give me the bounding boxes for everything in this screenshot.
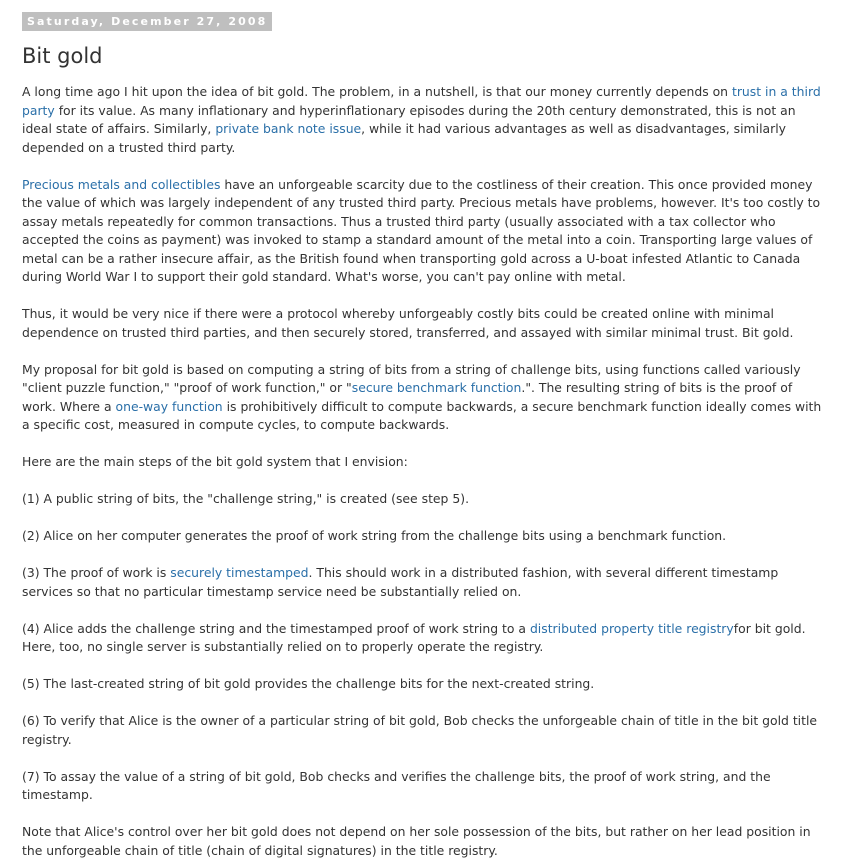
paragraph-precious-metals: [22, 176, 828, 287]
text: .". The resulting string of bits is the proof of work. Where a: [22, 380, 793, 414]
link-one-way-function[interactable]: one-way function: [115, 398, 223, 414]
step-4: [22, 620, 828, 657]
link-securely-timestamped[interactable]: securely timestamped: [170, 565, 309, 580]
paragraph-protocol: Thus, it would be very nice if there were a protocol whereby unforgeably costly bits could be created online with minimal dependence on trusted third parties, and then securely stored, transferred, and assayed with similar minimal trust. Bit gold.: [22, 306, 794, 340]
link-precious-metals[interactable]: Precious metals and collectibles: [22, 176, 221, 192]
post-title: Bit gold: [22, 44, 103, 68]
text: My proposal for bit gold is based on computing a string of bits from a string of challenge bits, using functions called variously "client puzzle function," "proof of work function," or ": [22, 361, 801, 395]
text: . This should work in a distributed fashion, with several different timestamp services so that no particular timestamp service need be substantially relied on.: [22, 565, 779, 599]
text: is prohibitively difficult to compute backwards, a secure benchmark function ideally comes with a specific cost, measured in compute cycles, to compute backwards.: [22, 398, 822, 432]
link-distributed-property-title-registry[interactable]: distributed property title registry: [529, 620, 734, 636]
step-7: (7) To assay the value of a string of bit gold, Bob checks and verifies the challenge bits, the proof of work string, and the timestamp.: [22, 768, 771, 802]
link-secure-benchmark-function[interactable]: secure benchmark function: [351, 380, 522, 395]
link-trust-third-party[interactable]: trust in a third party: [22, 84, 821, 118]
text: A long time ago I hit upon the idea of bit gold. The problem, in a nutshell, is that our money currently depends on: [22, 84, 732, 99]
text: have an unforgeable scarcity due to the costliness of their creation. This once provided money the value of which was largely independent of any trusted third party. Precious metals have problems, however. It's too costly to assay metals repeatedly for common transactions. Thus a trusted third party (usually associated with a tax collector who accepted the coins as payment) was invoked to stamp a standard amount of the metal into a coin. Transporting large values of metal can be a rather insecure affair, as the British found when transporting gold across a U-boat infested Atlantic to Canada during World War I to support their gold standard. What's worse, you can't pay online with metal.: [22, 176, 821, 284]
paragraph-proposal: [22, 361, 828, 435]
step-5: (5) The last-created string of bit gold provides the challenge bits for the next-created string.: [22, 676, 595, 691]
text: , while it had various advantages as well as disadvantages, similarly depended on a trusted third party.: [22, 121, 786, 155]
paragraph-steps-intro: Here are the main steps of the bit gold system that I envision:: [22, 454, 408, 469]
text: (3) The proof of work is: [22, 565, 171, 580]
step-6: (6) To verify that Alice is the owner of a particular string of bit gold, Bob checks the unforgeable chain of title in the bit gold title registry.: [22, 713, 818, 747]
text: for its value. As many inflationary and hyperinflationary episodes during the 20th century demonstrated, this is not an ideal state of affairs. Similarly,: [22, 102, 796, 136]
date-header: Saturday, December 27, 2008: [22, 12, 272, 31]
paragraph-note: Note that Alice's control over her bit gold does not depend on her sole possession of the bits, but rather on her lead position in the unforgeable chain of title (chain of digital signatures) in the title registry.: [22, 824, 811, 858]
step-1: (1) A public string of bits, the "challenge string," is created (see step 5).: [22, 491, 470, 506]
text: (4) Alice adds the challenge string and the timestamped proof of work string to a: [22, 620, 530, 636]
step-2: (2) Alice on her computer generates the proof of work string from the challenge bits using a benchmark function.: [22, 528, 727, 543]
step-3: [22, 564, 828, 601]
text: for bit gold. Here, too, no single server is substantially relied on to properly operate the registry.: [22, 620, 806, 654]
paragraph-intro: [22, 83, 828, 157]
link-private-bank-note-issue[interactable]: private bank note issue: [215, 121, 362, 136]
post-body: [22, 83, 828, 860]
